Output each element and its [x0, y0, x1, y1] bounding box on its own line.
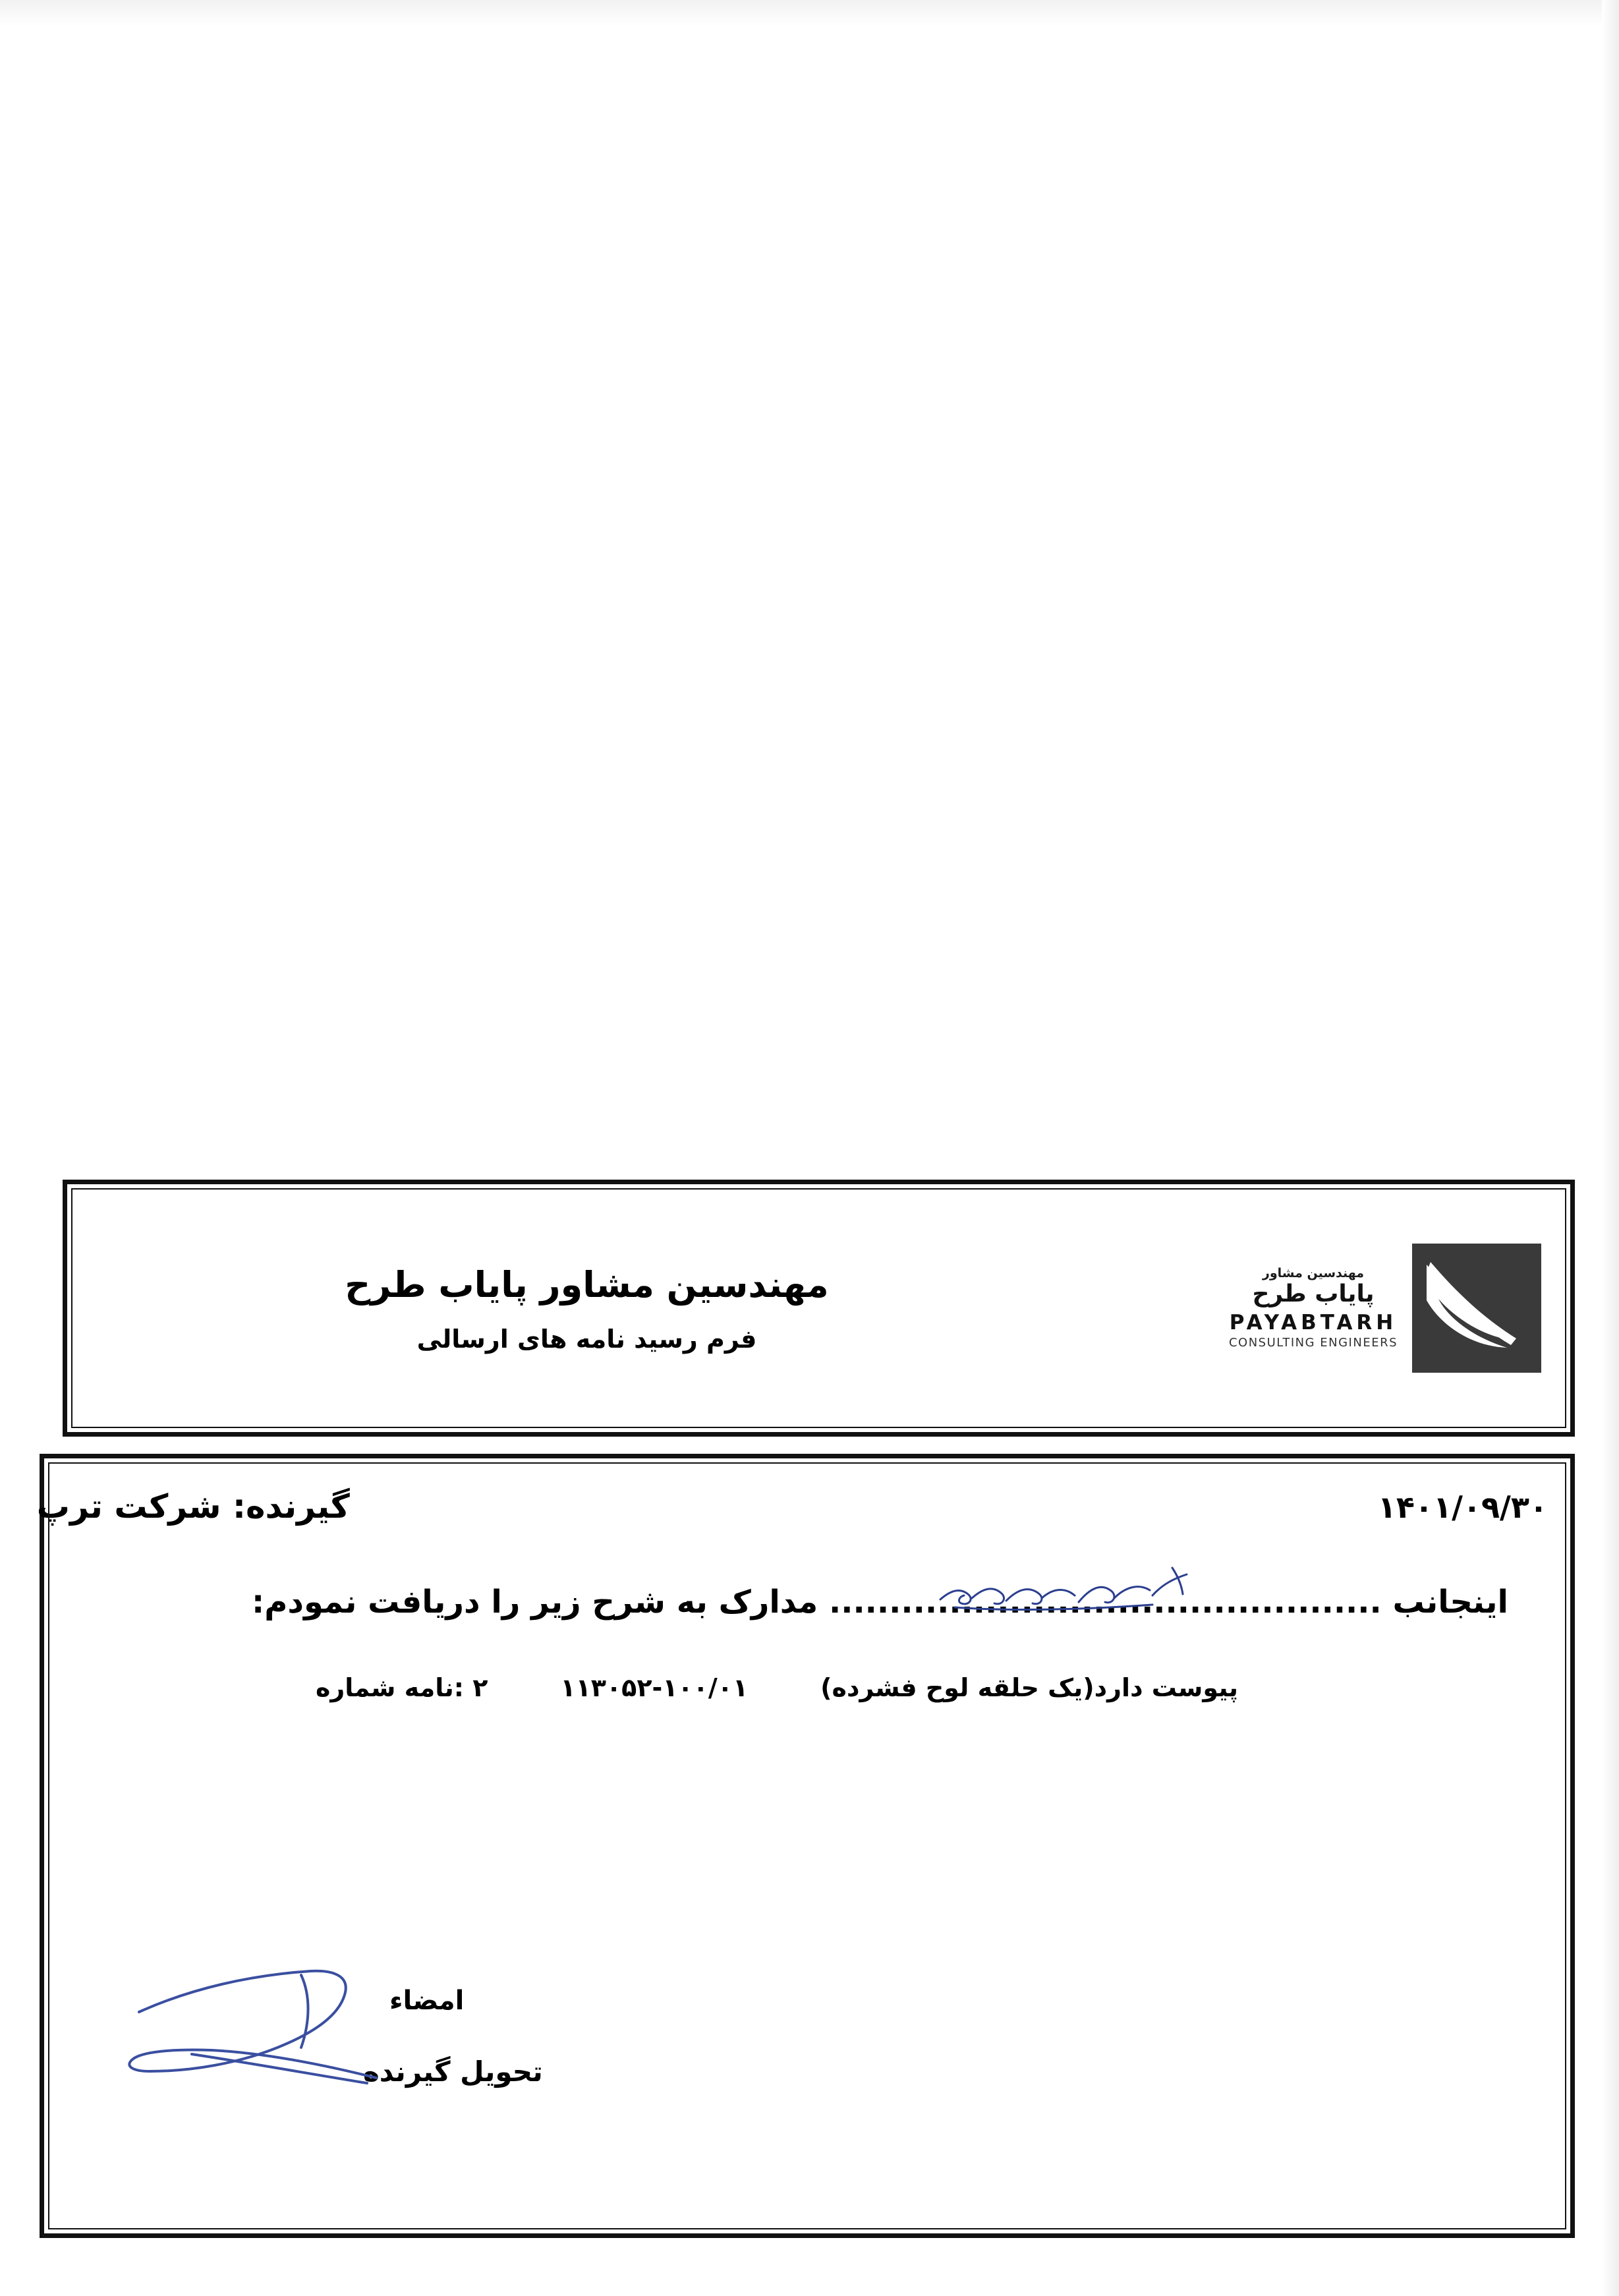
form-header-box — [63, 1180, 1575, 1437]
scan-shadow-right — [1602, 0, 1619, 2296]
header-titles — [76, 1263, 1189, 1354]
recipient-label: گیرنده: شرکت ترپ — [36, 1487, 350, 1526]
signature-area — [113, 1922, 613, 2140]
logo-fa-big: پایاب طرح — [1252, 1280, 1375, 1307]
statement-prefix: اینجانب — [1392, 1584, 1508, 1621]
signature-ink — [113, 1949, 482, 2120]
logo-text — [1229, 1267, 1398, 1349]
statement-dotted-line: .............................................. — [828, 1584, 1382, 1621]
statement-suffix: مدارک به شرح زیر را دریافت نمودم: — [252, 1584, 818, 1621]
logo-en-small: CONSULTING ENGINEERS — [1228, 1336, 1398, 1350]
company-logo — [1189, 1244, 1561, 1373]
logo-en-big: PAYABTARH — [1229, 1311, 1398, 1335]
form-title: فرم رسید نامه های ارسالی — [416, 1324, 757, 1354]
signature-label: امضاء — [389, 1986, 465, 2016]
handwritten-name — [928, 1559, 1212, 1618]
item-label: ۲ :نامه شماره — [316, 1673, 488, 1702]
document-date: ۱۴۰۱/۰۹/۳۰ — [1377, 1489, 1548, 1525]
item-number: ۱۱۳۰۵۲-۱۰۰/۰۱ — [560, 1673, 749, 1702]
form-body-box — [36, 1454, 1575, 2238]
item-attachment: پیوست دارد(یک حلقه لوح فشرده) — [820, 1673, 1238, 1702]
receipt-statement — [67, 1584, 1548, 1621]
recipient-row — [36, 1487, 1548, 1526]
scan-shadow-top — [0, 0, 1619, 26]
organization-title: مهندسین مشاور پایاب طرح — [345, 1264, 829, 1306]
logo-fa-small: مهندسین مشاور — [1262, 1266, 1365, 1280]
items-row — [67, 1673, 1548, 1702]
receiver-label: تحویل گیرنده — [363, 2055, 543, 2088]
logo-mark-icon — [1412, 1244, 1541, 1373]
receipt-form — [36, 1180, 1575, 2238]
